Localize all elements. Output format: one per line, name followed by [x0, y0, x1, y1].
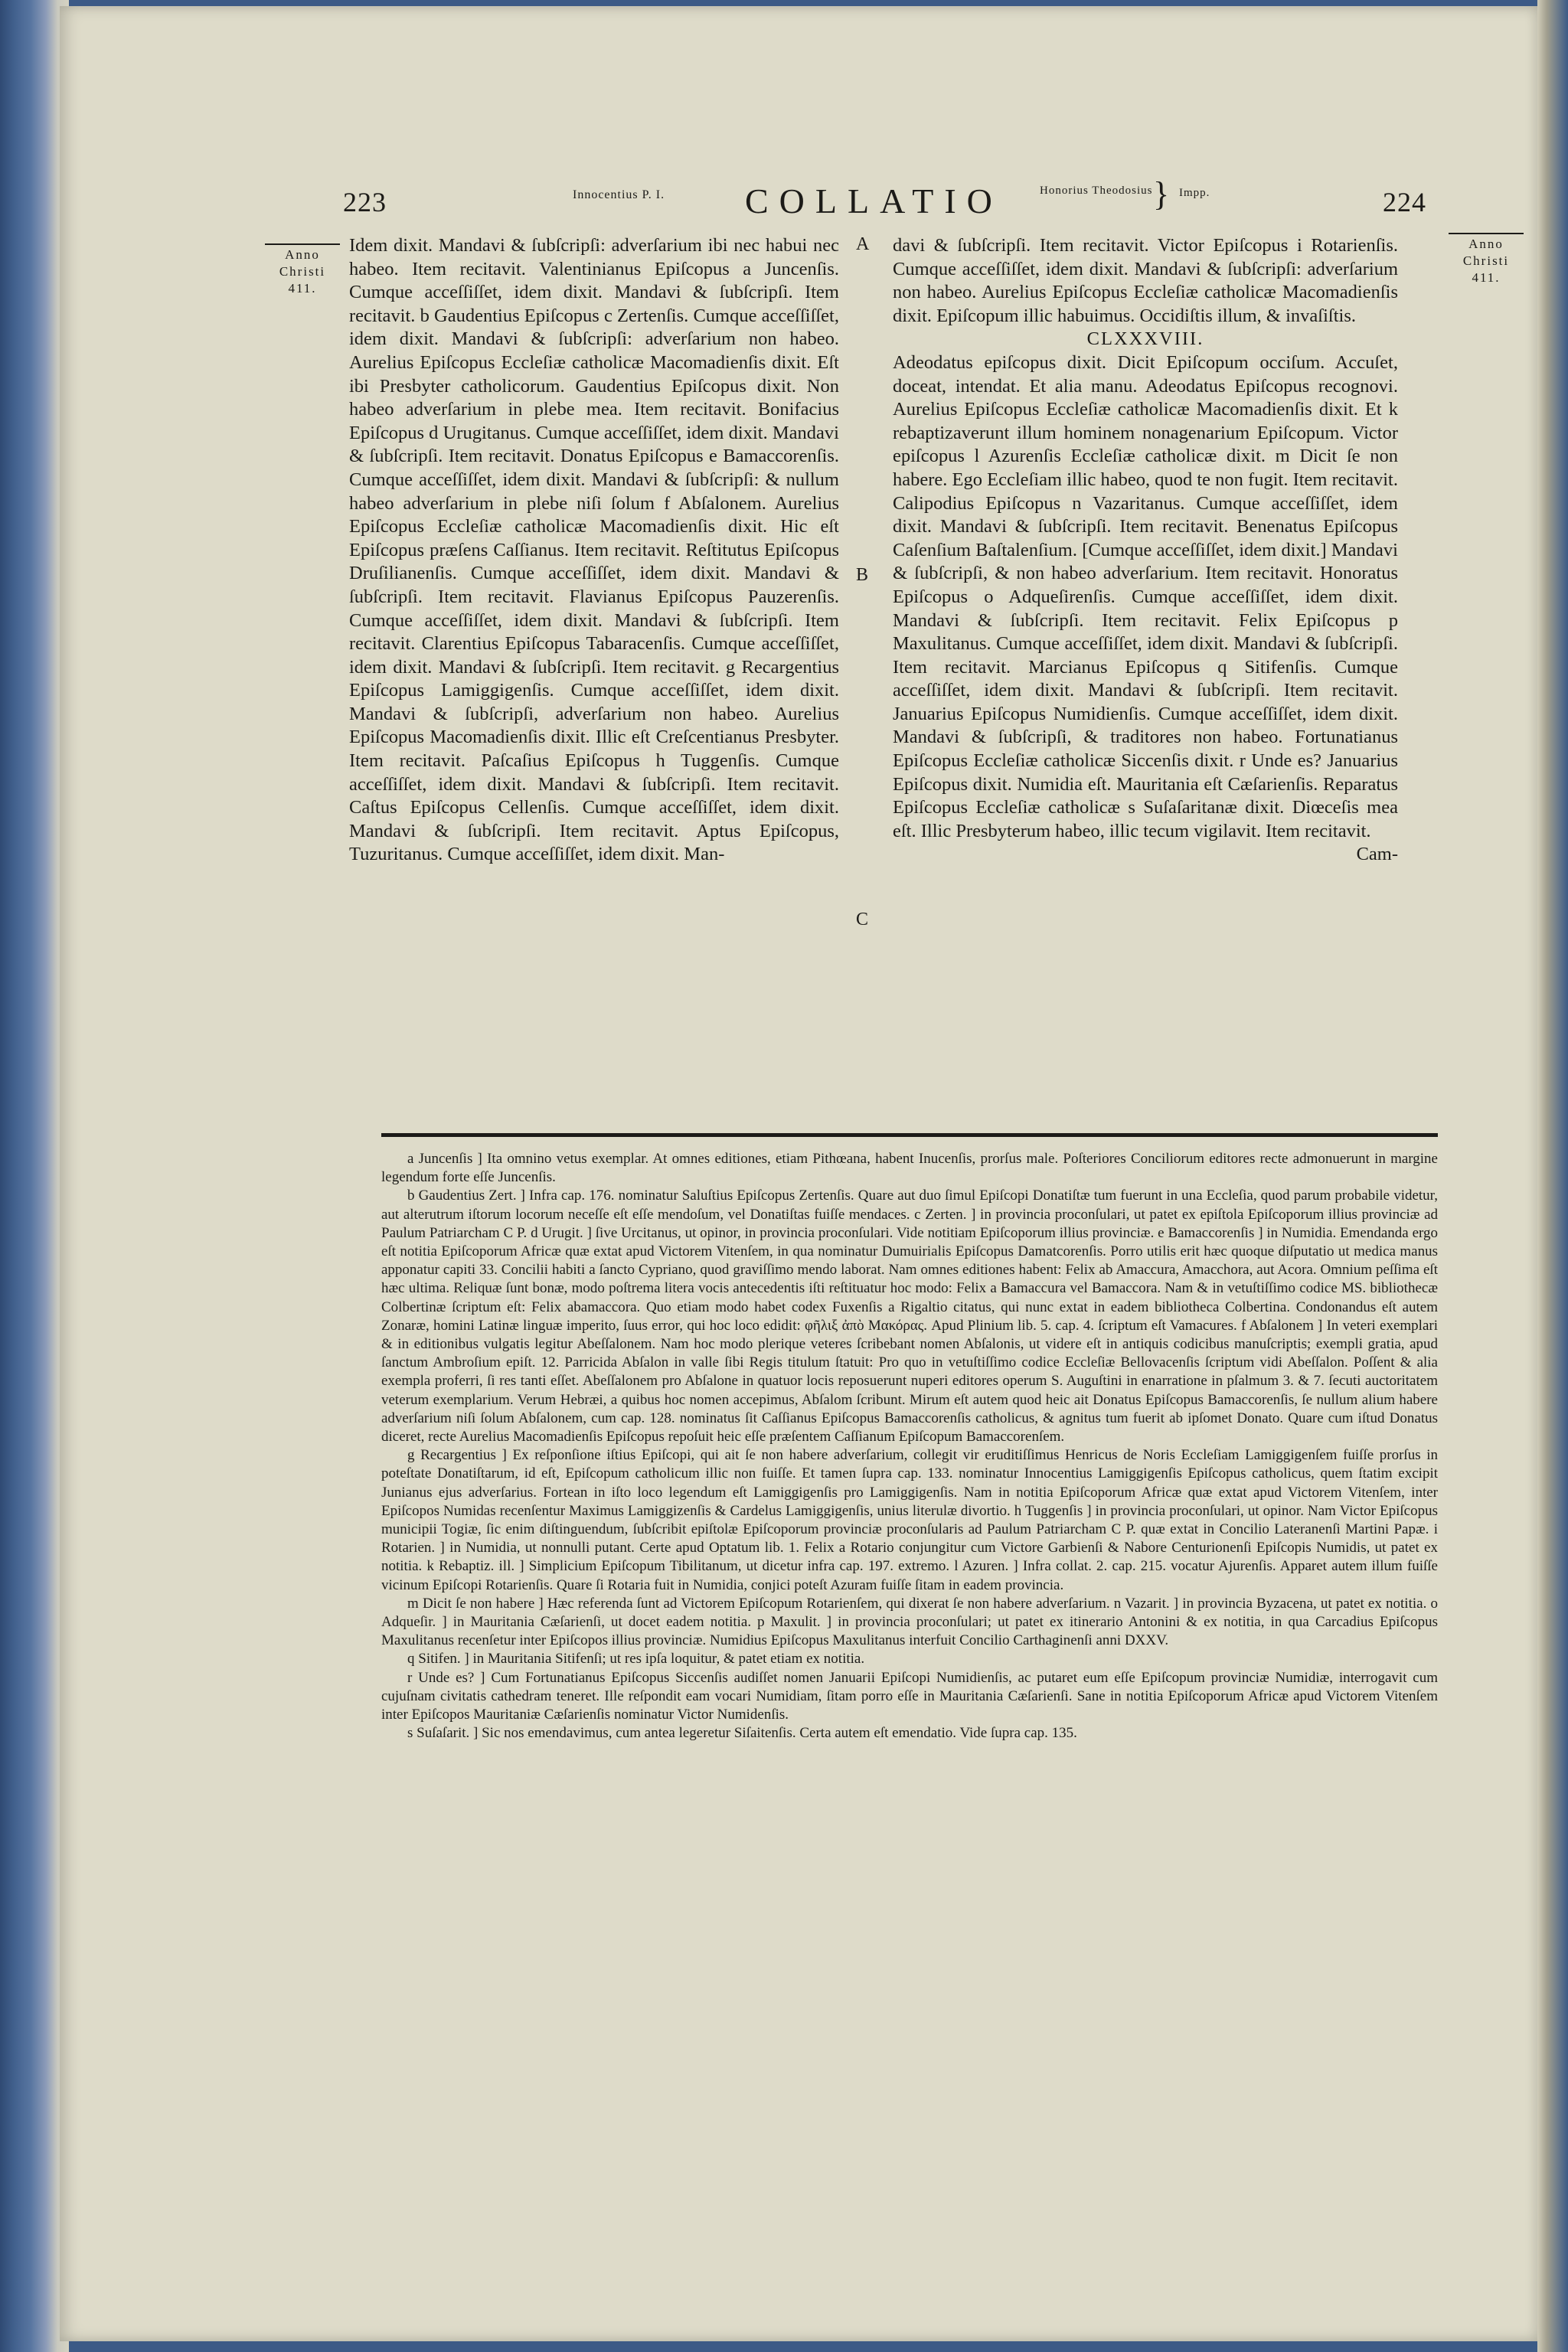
page-number-right: 224	[1383, 187, 1426, 217]
book-right-edge	[1537, 0, 1568, 2352]
footnote-m-p: m Dicit ſe non habere ] Hæc referenda ſunt ad Victorem Epiſcopum Rotarienſem, qui dixerat ſe non habere adverſarium. n Vazarit. ] in provincia Byzacena, ut patet ex notitia. o Adqueſir. ] in Mauritania Cæſarienſi, ut docet eadem notitia. p Maxulit. ] in provincia proconſulari; ut patet ex itinerario Antonini & ex notitia, in qua Carcadius Epiſcopus Maxulitanus recenſetur inter Epiſcopos illius provinciæ. Numidius Epiſcopus Maxulitanus interfuit Concilio Carthaginenſi anni DXXV.	[381, 1595, 1438, 1649]
margin-year-number: 411.	[1472, 270, 1501, 285]
catchword: Cam-	[1356, 844, 1398, 865]
margin-year-number: 411.	[288, 281, 317, 296]
text-column-right	[893, 234, 1398, 867]
margin-christi-word: Christi	[1462, 253, 1510, 268]
margin-christi-word: Christi	[279, 264, 326, 279]
footnote-q: q Sitifen. ] in Mauritania Sitifenſi; ut res ipſa loquitur, & patet etiam ex notitia.	[407, 1651, 865, 1668]
column-right-text-a: davi & ſubſcripſi. Item recitavit. Victor Epiſcopus i Rotarienſis. Cumque acceſſiſſet, idem dixit. Mandavi & ſubſcripſi: adverſarium non habeo. Aurelius Epiſcopus Eccleſiæ catholicæ Macomadienſis dixit. Epiſcopum illic habuimus. Occidiſtis illum, & invaſiſtis.	[893, 235, 1398, 326]
book-page	[60, 6, 1537, 2341]
column-right-text-b: Adeodatus epiſcopus dixit. Dicit Epiſcopum occiſum. Accuſet, doceat, intendat. Et alia manu. Adeodatus Epiſcopus recognovi. Aurelius Epiſcopus Eccleſiæ catholicæ Macomadienſis dixit. Et k rebaptizaverunt illum hominem nonagenarium Epiſcopum. Victor epiſcopus l Azurenſis Eccleſiæ catholicæ dixit. m Dicit ſe non habere. Ego Eccleſiam illic habeo, quod te non fugit. Item recitavit. Calipodius Epiſcopus n Vazaritanus. Cumque acceſſiſſet, idem dixit. Mandavi & ſubſcripſi. Item recitavit. Benenatus Epiſcopus Caſenſium Baſtalenſium. [Cumque acceſſiſſet, idem dixit.] Mandavi & ſubſcripſi, & non habeo adverſarium. Item recitavit. Honoratus Epiſcopus o Adqueſirenſis. Cumque acceſſiſſet, idem dixit. Mandavi & ſubſcripſi. Item recitavit. Felix Epiſcopus p Maxulitanus. Cumque acceſſiſſet, idem dixit. Mandavi & ſubſcripſi. Item recitavit. Marcianus Epiſcopus q Sitifenſis. Cumque acceſſiſſet, idem dixit. Mandavi & ſubſcripſi. Item recitavit. Januarius Epiſcopus Numidienſis. Cumque acceſſiſſet, idem dixit. Mandavi & ſubſcripſi, & traditores non habeo. Fortunatianus Epiſcopus Eccleſiæ catholicæ Siccenſis dixit. r Unde es? Januarius Epiſcopus dixit. Numidia eſt. Mauritania eſt Cæſarienſis. Reparatus Epiſcopus Eccleſiæ catholicæ s Suſaſaritanæ dixit. Diœceſis mea eſt. Illic Presbyterum habeo, illic tecum vigilavit. Item recitavit.	[893, 351, 1398, 841]
book-page-edges	[0, 0, 69, 2352]
running-head-impp: Impp.	[1179, 187, 1210, 199]
running-head-title: COLLATIO	[745, 181, 1003, 220]
footnote-b-f: b Gaudentius Zert. ] Infra cap. 176. nominatur Saluſtius Epiſcopus Zertenſis. Quare aut duo ſimul Epiſcopi Donatiſtæ tum fuerunt in una Eccleſia, quod parum probabile videtur, aut alterutrum iſtorum locorum neceſſe eſt eſſe mendoſum, vel Donatiſtas fuiſſe mendaces. c Zerten. ] in provincia proconſulari, ut patet ex epiſtola Epiſcoporum illius provinciæ ad Paulum Patriarcham C P. d Urugit. ] ſive Urcitanus, ut opinor, in provincia proconſulari. Vide notitiam Epiſcoporum illius provinciæ. e Bamaccorenſis ] in Numidia. Emendanda ergo eſt notitia Epiſcoporum Africæ quæ extat apud Victorem Vitenſem, in qua nominatur Dumuirialis Epiſcopus Damatcorenſis. Porro utilis erit hæc quoque diſputatio ut medica manus apponatur capiti 33. Concilii habiti a ſancto Cypriano, quod graviſſimo mendo laborat. Nam omnes editiones habent: Felix ab Amaccura, Amacchora, aut Acora. Omnium peſſima eſt hæc ultima. Reliquæ ſunt bonæ, modo poſtrema litera vocis antecedentis iſti reſtituatur hoc modo: Felix a Bamaccura vel Bamaccora. Nam & in vetuſtiſſimo codice MS. bibliothecæ Colbertinæ ſcriptum eſt: Felix abamaccora. Quo etiam modo habet codex Fuxenſis a Rigaltio citatus, qui nunc extat in eadem bibliotheca Colbertina. Condonandus eſt autem Zonaræ, homini Latinæ linguæ imperito, ſuus error, qui hoc loco edidit: φῆλιξ ἀπὸ Μακόρας. Apud Plinium lib. 5. cap. 4. ſcriptum eſt Vamacures. f Abſalonem ] In veteri exemplari & in editionibus vulgatis legitur Abeſſalonem. Nam hoc modo plerique veteres ſcribebant nomen Abſalonis, ut videre eſt in antiquis codicibus manuſcriptis; exempli gratia, apud ſanctum Ambroſium epiſt. 12. Parricida Abſalon in valle ſibi Regis titulum ſtatuit: Pro quo in vetuſtiſſimo codice Eccleſiæ Bellovacenſis ſcriptum vidi Abeſſalon. Poſſent & alia exempla proferri, ſi res tanti eſſet. Abeſſalonem pro Abſalone in quatuor locis reposuerunt nuperi editores operum S. Auguſtini in enarratione in pſalmum 3. & 7. ſecuti auctoritatem veterum exemplarium. Verum Hebræi, a quibus hoc nomen accepimus, Abſalom ſcribunt. Mirum eſt autem quod heic ait Donatus Epiſcopus Bamaccorenſis, ſe nullum alium habere adverſarium niſi ſolum Abſalonem, cum cap. 128. nominatus ſit Caſſianus Epiſcopus Bamaccorenſis catholicus, & agnitus tum fuerit ab ipſomet Donato. Quare cum iſtud Donatus diceret, recte Aurelius Macomadienſis Epiſcopus repoſuit heic eſſe præſentem Caſſianum Epiſcopum Bamaccorenſem.	[381, 1187, 1438, 1446]
footnote-divider	[381, 1133, 1438, 1137]
section-letter-b: B	[856, 565, 869, 585]
running-head-pope: Innocentius P. I.	[573, 188, 665, 201]
margin-anno-word: Anno	[1468, 237, 1504, 251]
footnote-r: r Unde es? ] Cum Fortunatianus Epiſcopus Siccenſis audiſſet nomen Januarii Epiſcopi Numidienſis, ac putaret eum eſſe Epiſcopum provinciæ Numidiæ, interrogavit cum cujuſnam civitatis cathedram teneret. Ille reſpondit eam vocari Numidiam, ſitam porro eſſe in Mauritania Cæſarienſi. Sane in notitia Epiſcoporum Africæ apud Victorem Vitenſem inter Epiſcopos Mauritaniæ Cæſarienſis nominatur Victor Numidenſis.	[381, 1669, 1438, 1723]
footnote-g-l: g Recargentius ] Ex reſponſione iſtius Epiſcopi, qui ait ſe non habere adverſarium, collegit vir eruditiſſimus Henricus de Noris Eccleſiam Lamiggigenſem fuiſſe prorſus in poteſtate Donatiſtarum, id eſt, Epiſcopum catholicum illic non fuiſſe. Et tamen ſupra cap. 133. nominatur Innocentius Lamiggigenſis Epiſcopus catholicus, quem ſtatim excipit Junianus ejus adverſarius. Fortean in iſto loco legendum eſt Lamiggigenſis pro Lamiggigenſis. Nam in notitia Epiſcoporum Africæ quæ extat apud Victorem Vitenſem, inter Epiſcopos Numidas recenſentur Maximus Lamiggizenſis & Cardelus Lamiggigenſis, unius literulæ divortio. h Tuggenſis ] in provincia proconſulari, ut opinor. Nam Victor Epiſcopus municipii Togiæ, ſic enim diſtinguendum, ſubſcribit epiſtolæ Epiſcoporum provinciæ proconſularis ad Paulum Patriarcham C P. quæ extat in Concilio Lateranenſi Martini Papæ. i Rotarien. ] in Numidia, ut nonnulli putant. Certe apud Optatum lib. 1. Felix a Rotario conjungitur cum Victore Garbienſi & Nabore Centurionenſi Epiſcopis Numidis, ut patet ex notitia. k Rebaptiz. ill. ] Simplicium Epiſcopum Tibilitanum, ut dicetur infra cap. 197. extremo. l Azuren. ] Infra collat. 2. cap. 215. vocatur Ajurenſis. Apparet autem illum fuiſſe vicinum Epiſcopi Rotarienſis. Quare ſi Rotaria fuit in Numidia, conjici poteſt Azuram fuiſſe ſitam in eadem provincia.	[381, 1447, 1438, 1593]
footnote-a: a Juncenſis ] Ita omnino vetus exemplar. At omnes editiones, etiam Pithœana, habent Inucenſis, prorſus male. Poſteriores Conciliorum editores recte admonuerunt in margine legendum forte eſſe Juncenſis.	[381, 1151, 1438, 1186]
margin-anno-word: Anno	[285, 247, 320, 262]
section-letter-a: A	[856, 234, 870, 254]
margin-year-right	[1444, 233, 1528, 286]
chapter-number: CLXXXVIII.	[1086, 328, 1204, 350]
margin-year-left	[260, 243, 345, 297]
page-number-left: 223	[343, 187, 387, 217]
text-column-left	[349, 234, 839, 867]
footnotes	[381, 1150, 1438, 1743]
section-letter-c: C	[856, 910, 869, 929]
running-head-brace: }	[1153, 175, 1170, 213]
footnote-s: s Suſaſarit. ] Sic nos emendavimus, cum antea legeretur Siſaitenſis. Certa autem eſt emendatio. Vide ſupra cap. 135.	[407, 1725, 1077, 1742]
column-left-text: Idem dixit. Mandavi & ſubſcripſi: adverſarium ibi nec habui nec habeo. Item recitavit. Valentinianus Epiſcopus a Juncenſis. Cumque acceſſiſſet, idem dixit. Mandavi & ſubſcripſi. Item recitavit. b Gaudentius Epiſcopus c Zertenſis. Cumque acceſſiſſet, idem dixit. Mandavi & ſubſcripſi: adverſarium non habeo. Aurelius Epiſcopus Eccleſiæ catholicæ Macomadienſis dixit. Eſt ibi Presbyter catholicorum. Gaudentius Epiſcopus dixit. Non habeo adverſarium in plebe mea. Item recitavit. Bonifacius Epiſcopus d Urugitanus. Cumque acceſſiſſet, idem dixit. Mandavi & ſubſcripſi. Item recitavit. Donatus Epiſcopus e Bamaccorenſis. Cumque acceſſiſſet, idem dixit. Mandavi & ſubſcripſi: & nullum habeo adverſarium in plebe niſi ſolum f Abſalonem. Aurelius Epiſcopus Eccleſiæ catholicæ Macomadienſis dixit. Hic eſt Epiſcopus præſens Caſſianus. Item recitavit. Reſtitutus Epiſcopus Druſilianenſis. Cumque acceſſiſſet, idem dixit. Mandavi & ſubſcripſi. Item recitavit. Flavianus Epiſcopus Pauzerenſis. Cumque acceſſiſſet, idem dixit. Mandavi & ſubſcripſi. Item recitavit. Clarentius Epiſcopus Tabaracenſis. Cumque acceſſiſſet, idem dixit. Mandavi & ſubſcripſi. Item recitavit. g Recargentius Epiſcopus Lamiggigenſis. Cumque acceſſiſſet, idem dixit. Mandavi & ſubſcripſi, adverſarium non habeo. Aurelius Epiſcopus Macomadienſis dixit. Illic eſt Creſcentianus Presbyter. Item recitavit. Paſcaſius Epiſcopus h Tuggenſis. Cumque acceſſiſſet, idem dixit. Mandavi & ſubſcripſi. Item recitavit. Caſtus Epiſcopus Cellenſis. Cumque acceſſiſſet, idem dixit. Mandavi & ſubſcripſi. Item recitavit. Aptus Epiſcopus, Tuzuritanus. Cumque acceſſiſſet, idem dixit. Man-	[349, 235, 839, 865]
running-head-emperors: Honorius Theodosius	[1040, 185, 1153, 197]
